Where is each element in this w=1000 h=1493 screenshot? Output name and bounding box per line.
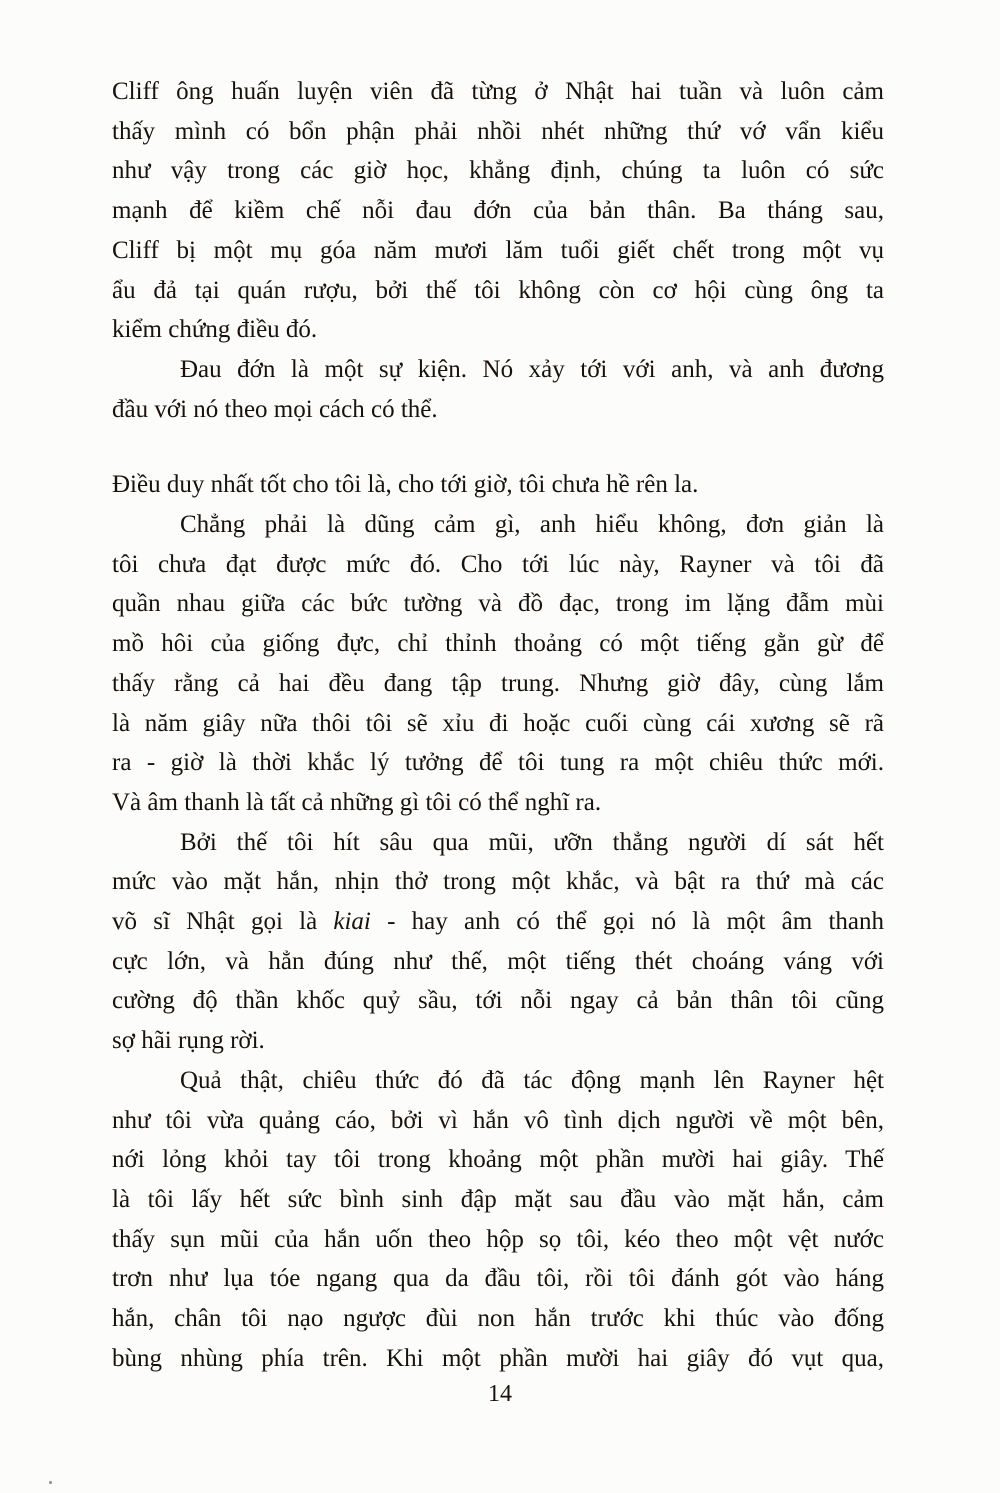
text-line: Cliff bị một mụ góa năm mươi lăm tuổi giết chết trong một vụ <box>112 236 884 264</box>
text-line: trơn như lụa tóe ngang qua da đầu tôi, rồi tôi đánh gót vào háng <box>112 1265 884 1293</box>
text-line: Quả thật, chiêu thức đó đã tác động mạnh lên Rayner hệt <box>180 1066 884 1094</box>
text-line: thấy mình có bổn phận phải nhồi nhét những thứ vớ vẩn kiểu <box>112 117 884 145</box>
paragraph <box>112 505 884 823</box>
page-number: 14 <box>488 1381 512 1407</box>
text-line: sợ hãi rụng rời. <box>112 1027 265 1055</box>
text-line: cường độ thần khốc quỷ sầu, tới nỗi ngay cả bản thân tôi cũng <box>112 987 884 1015</box>
text-line: Và âm thanh là tất cả những gì tôi có thể nghĩ ra. <box>112 788 602 816</box>
text-line: tôi chưa đạt được mức đó. Cho tới lúc này, Rayner và tôi đã <box>112 550 884 578</box>
text-line: Điều duy nhất tốt cho tôi là, cho tới giờ, tôi chưa hề rên la. <box>112 471 699 499</box>
text-line: như vậy trong các giờ học, khẳng định, chúng ta luôn có sức <box>112 157 884 185</box>
paragraph <box>112 823 884 1061</box>
text-line: Chẳng phải là dũng cảm gì, anh hiểu không, đơn giản là <box>180 511 884 539</box>
text-line: Cliff ông huấn luyện viên đã từng ở Nhật hai tuần và luôn cảm <box>112 78 884 105</box>
text-line: quần nhau giữa các bức tường và đồ đạc, trong im lặng đẫm mùi <box>112 590 884 618</box>
text-line: thấy rằng cả hai đều đang tập trung. Nhưng giờ đây, cùng lắm <box>112 669 884 697</box>
paragraph <box>112 350 884 429</box>
paragraph <box>112 465 884 505</box>
text-segment: võ sĩ Nhật gọi là <box>112 908 334 936</box>
text-line: bùng nhùng phía trên. Khi một phần mười hai giây đó vụt qua, <box>112 1344 884 1372</box>
text-line: Bởi thế tôi hít sâu qua mũi, ưỡn thẳng người dí sát hết <box>180 828 884 856</box>
text-line: cực lớn, và hẳn đúng như thế, một tiếng thét choáng váng với <box>112 947 884 975</box>
italic-term: kiai <box>333 908 371 936</box>
text-line: là năm giây nữa thôi tôi sẽ xỉu đi hoặc cuối cùng cái xương sẽ rã <box>112 709 884 737</box>
text-line: ẩu đả tại quán rượu, bởi thế tôi không còn cơ hội cùng ông ta <box>112 276 884 304</box>
text-line: nới lỏng khỏi tay tôi trong khoảng một phần mười hai giây. Thế <box>112 1146 884 1174</box>
text-line-with-italic <box>112 902 884 942</box>
text-line: thấy sụn mũi của hắn uốn theo hộp sọ tôi, kéo theo một vệt nước <box>112 1225 884 1253</box>
paragraph <box>112 1061 884 1379</box>
scan-artifact-dot <box>49 1481 52 1484</box>
text-segment: - hay anh có thể gọi nó là một âm thanh <box>370 908 884 936</box>
page-text <box>112 72 884 1379</box>
text-line: mạnh để kiềm chế nỗi đau đớn của bản thân. Ba tháng sau, <box>112 197 884 225</box>
paragraph <box>112 72 884 350</box>
text-line: đầu với nó theo mọi cách có thể. <box>112 395 438 423</box>
text-line: là tôi lấy hết sức bình sinh đập mặt sau đầu vào mặt hắn, cảm <box>112 1185 884 1213</box>
text-line: kiểm chứng điều đó. <box>112 316 318 344</box>
text-line: mồ hôi của giống đực, chỉ thỉnh thoảng có một tiếng gằn gừ để <box>112 630 884 658</box>
text-line: mức vào mặt hắn, nhịn thở trong một khắc, và bật ra thứ mà các <box>112 868 884 896</box>
text-line: hắn, chân tôi nạo ngược đùi non hắn trước khi thúc vào đống <box>112 1305 884 1333</box>
text-line: như tôi vừa quảng cáo, bởi vì hắn vô tình dịch người về một bên, <box>112 1106 884 1134</box>
text-line: ra - giờ là thời khắc lý tưởng để tôi tung ra một chiêu thức mới. <box>112 749 884 777</box>
text-line: Đau đớn là một sự kiện. Nó xảy tới với anh, và anh đương <box>180 355 884 383</box>
